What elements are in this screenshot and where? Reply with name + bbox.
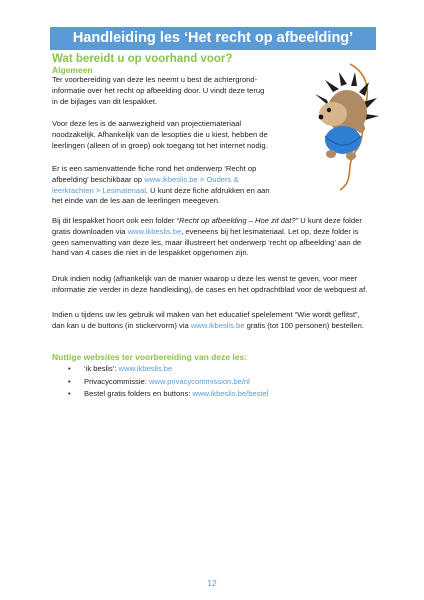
- paragraph-summary-sheet: [52, 164, 270, 207]
- paragraph-buttons: [52, 310, 374, 332]
- websites-heading: Nuttige websites ter voorbereiding van deze les:: [52, 352, 248, 362]
- list-item: [68, 388, 268, 401]
- ikbeslis-link[interactable]: www.ikbeslis.be: [127, 226, 182, 236]
- website-link[interactable]: www.privacycommission.be/nl: [148, 376, 250, 386]
- paragraph-print: Druk indien nodig (afhankelijk van de manier waarop u deze les wenst te geven, voor meer informatie zie verder in deze handleiding), de cases en het opdrachtblad voor de webquest af.: [52, 274, 368, 294]
- websites-list: [68, 363, 268, 401]
- website-label: Privacycommissie:: [84, 376, 149, 386]
- lesmateriaal-link[interactable]: www.ikbeslis.be > Ouders & leerkrachten > Lesmateriaal: [52, 174, 239, 195]
- paragraph-text: , eveneens bij het lesmateriaal. Let op, deze folder is geen samenvatting van deze les, maar illustreert het onderwerp ‘recht op afbeelding’ aan de hand van 4 cases die niet in de lespakket opgenomen zijn.: [52, 226, 362, 258]
- paragraph-projection: Voor deze les is de aanwezigheid van projectiemateriaal noodzakelijk. Afhankelijk van de lesopties die u kiest, hebben de leerlingen (alleen of in groep) ook toegang tot het internet nodig.: [52, 119, 268, 150]
- hedgehog-icon: [295, 62, 385, 192]
- website-label: ‘ik beslis’:: [84, 364, 119, 373]
- list-item: [68, 376, 268, 389]
- paragraph-text: Er is een samenvattende fiche rond het onderwerp ‘Recht op afbeelding’ beschikbaar op: [52, 164, 257, 184]
- website-link[interactable]: www.ikbeslis.be/bestel: [192, 389, 269, 398]
- paragraph-intro: Ter voorbereiding van deze les neemt u best de achtergrond-informatie over het recht op afbeelding door. U vindt deze terug in de bijlages van dit lespakket.: [52, 75, 265, 106]
- ikbeslis-link[interactable]: www.ikbeslis.be: [190, 320, 245, 330]
- paragraph-text: gratis (tot 100 personen) bestellen.: [244, 320, 364, 330]
- page-number: 12: [207, 578, 217, 588]
- website-label: Bestel gratis folders en buttons:: [84, 389, 193, 398]
- list-item: [68, 363, 268, 376]
- website-link[interactable]: www.ikbeslis.be: [118, 364, 173, 373]
- paragraph-text: Bij dit lespakket hoort ook een folder: [52, 216, 177, 225]
- section-heading: Wat bereidt u op voorhand voor?: [52, 53, 233, 65]
- paragraph-text: . U kunt deze fiche afdrukken en aan het einde van de les aan de leerlingen meegeven.: [52, 185, 270, 206]
- paragraph-folder: [52, 216, 374, 259]
- paragraph-text: Indien u tijdens uw les gebruik wil maken van het educatief spelelement “Wie wordt geflitst”, dan kan u de buttons (in stickervorm) via: [52, 310, 360, 330]
- subsection-heading: Algemeen: [52, 65, 93, 75]
- page-title: Handleiding les ‘Het recht op afbeelding’: [50, 27, 376, 50]
- paragraph-text: U kunt deze folder gratis downloaden via: [52, 216, 362, 236]
- folder-title: “Recht op afbeelding – Hoe zit dat?”: [176, 216, 299, 225]
